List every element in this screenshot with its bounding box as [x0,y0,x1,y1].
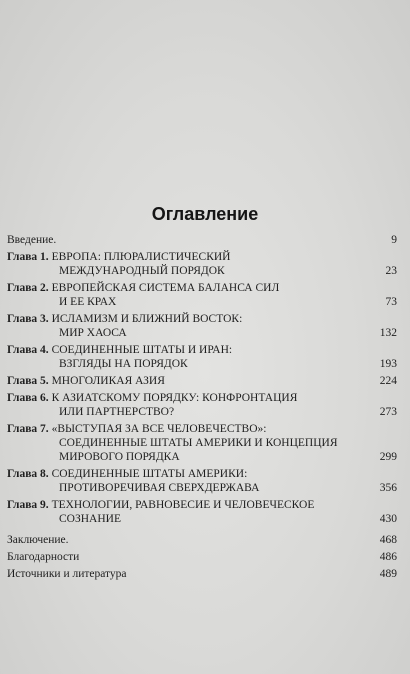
toc-entry[interactable] [7,550,397,564]
entry-title-line: И ЕЕ КРАХ [59,296,117,308]
entry-title-line: Введение. [7,234,57,246]
toc-entry[interactable] [7,467,397,495]
page-number: 468 [379,534,397,546]
toc-entry[interactable] [7,312,397,340]
page-number: 224 [379,375,397,387]
entry-title-line: ТЕХНОЛОГИИ, РАВНОВЕСИЕ И ЧЕЛОВЕЧЕСКОЕ [51,499,315,511]
page-number: 486 [379,551,397,563]
chapter-number: Глава 2. [7,282,49,294]
entry-title-line: Благодарности [7,551,80,563]
toc-entry[interactable] [7,343,397,371]
chapter-number: Глава 8. [7,468,49,480]
toc-entry[interactable] [7,567,397,581]
page-number: 299 [379,451,397,463]
page-number: 193 [379,358,397,370]
page-number: 23 [385,265,397,277]
entry-title-line: СОЕДИНЕННЫЕ ШТАТЫ АМЕРИКИ И КОНЦЕПЦИЯ [59,437,338,449]
entry-title-line: К АЗИАТСКОМУ ПОРЯДКУ: КОНФРОНТАЦИЯ [51,392,298,404]
table-of-contents [7,233,397,584]
page-number: 430 [379,513,397,525]
entry-title-line: ЕВРОПА: ПЛЮРАЛИСТИЧЕСКИЙ [51,251,231,263]
entry-title-line: Источники и литература [7,568,127,580]
chapter-number: Глава 3. [7,313,49,325]
toc-entry[interactable] [7,498,397,526]
entry-title-line: МИРОВОГО ПОРЯДКА [59,451,180,463]
page-number: 132 [379,327,397,339]
page-number: 273 [379,406,397,418]
toc-entry[interactable] [7,281,397,309]
chapter-number: Глава 6. [7,392,49,404]
entry-title-line: ИЛИ ПАРТНЕРСТВО? [59,406,175,418]
entry-title-line: СОЕДИНЕННЫЕ ШТАТЫ И ИРАН: [51,344,233,356]
toc-entry[interactable] [7,422,397,464]
chapter-number: Глава 4. [7,344,49,356]
entry-title-line: Заключение. [7,534,69,546]
entry-title-line: «ВЫСТУПАЯ ЗА ВСЕ ЧЕЛОВЕЧЕСТВО»: [51,423,267,435]
toc-entry[interactable] [7,233,397,247]
page-number: 356 [379,482,397,494]
page-number: 489 [379,568,397,580]
entry-title-line: ИСЛАМИЗМ И БЛИЖНИЙ ВОСТОК: [51,313,243,325]
chapter-number: Глава 9. [7,499,49,511]
entry-title-line: ЕВРОПЕЙСКАЯ СИСТЕМА БАЛАНСА СИЛ [51,282,280,294]
page-title: Оглавление [151,204,259,224]
toc-entry[interactable] [7,533,397,547]
toc-entry[interactable] [7,391,397,419]
chapter-number: Глава 5. [7,375,49,387]
entry-title-line: ПРОТИВОРЕЧИВАЯ СВЕРХДЕРЖАВА [59,482,260,494]
page-number: 73 [385,296,397,308]
entry-title-line: СОЗНАНИЕ [59,513,121,525]
entry-title-line: МНОГОЛИКАЯ АЗИЯ [51,375,165,387]
entry-title-line: СОЕДИНЕННЫЕ ШТАТЫ АМЕРИКИ: [51,468,248,480]
chapter-number: Глава 1. [7,251,49,263]
toc-entry[interactable] [7,250,397,278]
chapter-number: Глава 7. [7,423,49,435]
entry-title-line: ВЗГЛЯДЫ НА ПОРЯДОК [59,358,188,370]
toc-entry[interactable] [7,374,397,388]
entry-title-line: МИР ХАОСА [59,327,127,339]
page-number: 9 [391,234,397,246]
entry-title-line: МЕЖДУНАРОДНЫЙ ПОРЯДОК [59,265,225,277]
